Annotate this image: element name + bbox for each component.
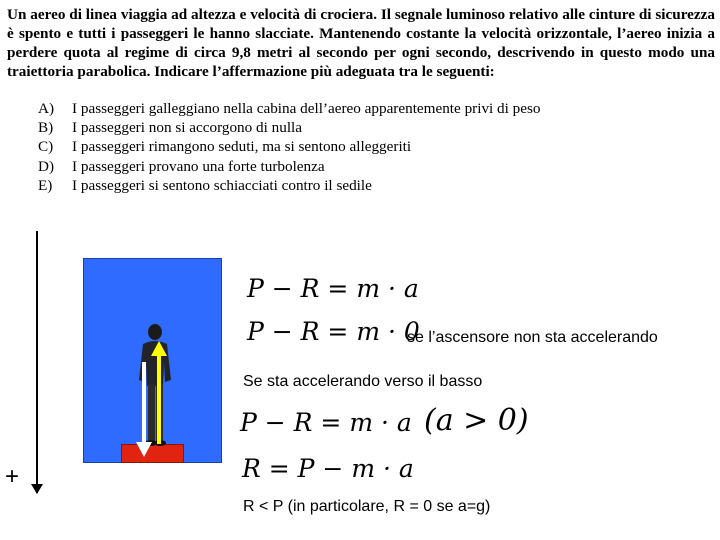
downward-acceleration-formula: P − R = m · a <box>240 408 412 437</box>
option-letter: A) <box>38 100 55 117</box>
reaction-force-formula: R = P − m · a <box>242 454 414 483</box>
zero-acceleration-formula: P − R = m · 0 <box>247 317 420 346</box>
weight-vector-arrow <box>136 362 152 457</box>
option-text: I passeggeri si sentono schiacciati contro il sedile <box>72 176 372 194</box>
option-letter: B) <box>38 119 54 137</box>
option-e <box>38 176 541 195</box>
vertical-axis-line <box>36 231 38 493</box>
acceleration-condition: (a > 0) <box>424 403 529 438</box>
reaction-force-arrow <box>151 341 167 444</box>
option-text: I passeggeri non si accorgono di nulla <box>72 119 303 137</box>
option-letter: C) <box>38 138 54 156</box>
problem-text: Un aereo di linea viaggia ad altezza e velocità di crociera. Il segnale luminoso relativo alle cinture di sicurezza è spento e tutti i passeggeri le hanno slacciate. Mantenendo costante la velocità orizzontale, l’aereo inizia a perdere quota al regime di circa 9,8 metri al secondo per ogni secondo, descrivendo in questo modo una traiettoria parabolica. Indicare l’affermazione più adeguata tra le seguenti: <box>7 6 715 80</box>
option-a <box>38 99 541 118</box>
force-vectors <box>130 340 170 460</box>
conclusion-note: R < P (in particolare, R = 0 se a=g) <box>243 498 491 515</box>
note-not-accelerating: se l’ascensore non sta accelerando <box>407 329 658 346</box>
positive-direction-sign: + <box>5 463 20 490</box>
axis-arrow-down-icon <box>31 484 43 494</box>
option-letter: E) <box>38 176 53 194</box>
option-text: I passeggeri galleggiano nella cabina dell’aereo apparentemente privi di peso <box>72 100 541 117</box>
option-d <box>38 157 541 176</box>
option-text: I passeggeri rimangono seduti, ma si sentono alleggeriti <box>72 138 412 156</box>
note-accelerating-down: Se sta accelerando verso il basso <box>243 373 483 390</box>
option-c <box>38 137 541 156</box>
answer-options <box>38 99 541 195</box>
option-text: I passeggeri provano una forte turbolenza <box>72 157 325 175</box>
newton-law-formula: P − R = m · a <box>247 274 419 303</box>
option-letter: D) <box>38 157 55 175</box>
option-b <box>38 118 541 137</box>
